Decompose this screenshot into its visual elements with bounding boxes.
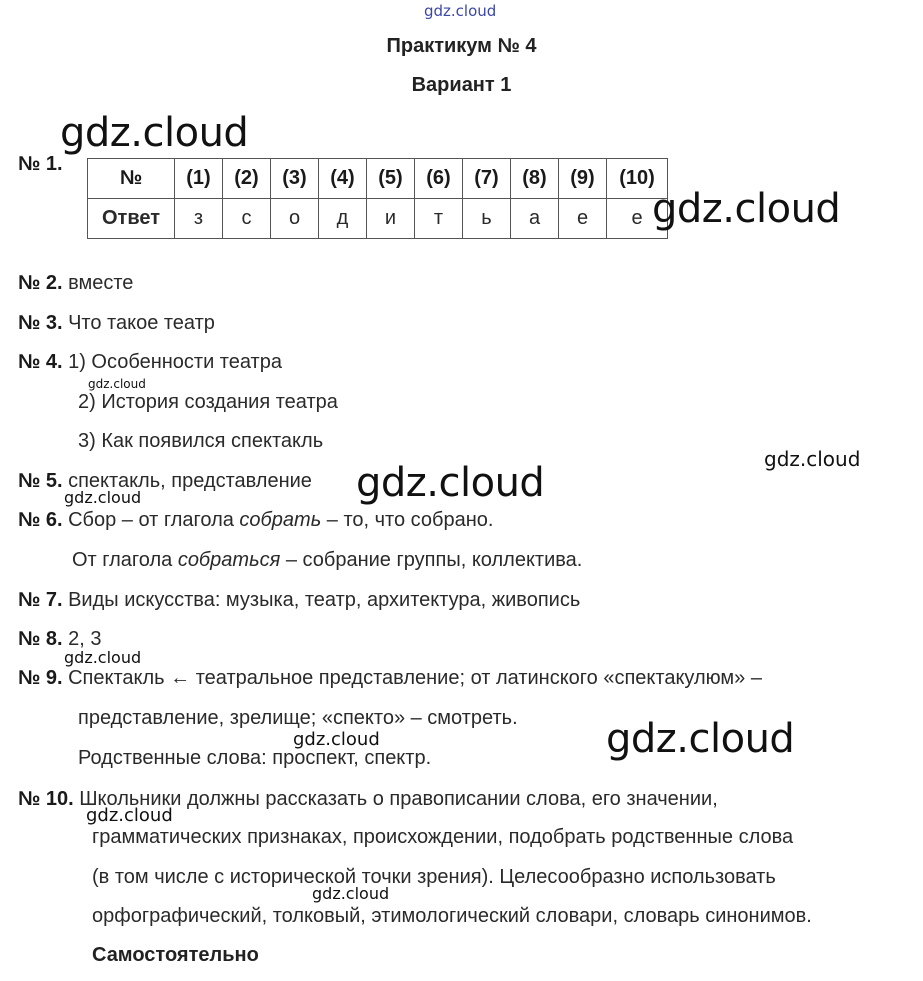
- task-3-label: № 3.: [18, 312, 63, 334]
- table-cell: с: [223, 199, 271, 239]
- table-cell: и: [367, 199, 415, 239]
- task-9-text: Родственные слова: проспект, спектр.: [78, 747, 432, 769]
- watermark-large: gdz.cloud: [60, 110, 249, 156]
- answer-table-header-row: [88, 159, 668, 199]
- task-10-text: грамматических признаках, происхождении, подобрать родственные слова: [92, 826, 794, 848]
- watermark-large: gdz.cloud: [606, 716, 795, 762]
- task-2-label: № 2.: [18, 272, 63, 294]
- task-6-line-2: [72, 549, 582, 572]
- task-7: [18, 589, 580, 612]
- task-4-item: 3) Как появился спектакль: [78, 430, 324, 452]
- table-cell: о: [271, 199, 319, 239]
- table-cell: (5): [367, 159, 415, 199]
- task-6-label: № 6.: [18, 509, 63, 531]
- task-4-item: 1) Особенности театра: [68, 351, 282, 373]
- table-cell: №: [88, 159, 175, 199]
- task-3: [18, 312, 215, 335]
- table-cell: Ответ: [88, 199, 175, 239]
- table-cell: (2): [223, 159, 271, 199]
- task-6-text: – собрание группы, коллектива.: [280, 549, 583, 571]
- answer-table-row: [88, 199, 668, 239]
- task-6: [18, 509, 493, 532]
- table-cell: (8): [511, 159, 559, 199]
- page-subtitle: Вариант 1: [411, 74, 512, 96]
- task-9-text: представление, зрелище; «спекто» – смотреть.: [78, 707, 518, 729]
- task-8-label: № 8.: [18, 628, 63, 650]
- task-10-text: Школьники должны рассказать о правописании слова, его значении,: [79, 788, 718, 810]
- table-cell: ь: [463, 199, 511, 239]
- task-6-verb: собраться: [177, 549, 281, 571]
- task-8-text: 2, 3: [68, 628, 102, 650]
- watermark-large: gdz.cloud: [356, 460, 545, 506]
- watermark-small: gdz.cloud: [64, 488, 142, 507]
- answer-table: [87, 158, 668, 239]
- task-5-text: спектакль, представление: [68, 470, 312, 492]
- table-cell: (1): [175, 159, 223, 199]
- watermark-small: gdz.cloud: [764, 447, 861, 471]
- task-10-text: орфографический, толковый, этимологический словари, словарь синонимов.: [92, 905, 812, 927]
- task-4: [18, 351, 282, 374]
- table-cell: т: [415, 199, 463, 239]
- table-cell: (10): [607, 159, 668, 199]
- table-cell: (3): [271, 159, 319, 199]
- watermark-small: gdz.cloud: [293, 729, 380, 750]
- task-10-final: Самостоятельно: [92, 944, 259, 966]
- watermark-small: gdz.cloud: [88, 377, 146, 391]
- watermark-small: gdz.cloud: [64, 648, 142, 667]
- table-cell: (7): [463, 159, 511, 199]
- task-6-verb: собрать: [239, 509, 322, 531]
- table-cell: е: [607, 199, 668, 239]
- watermark-small: gdz.cloud: [312, 884, 390, 903]
- task-1-label: № 1.: [18, 153, 63, 175]
- table-cell: (6): [415, 159, 463, 199]
- task-7-text: Виды искусства: музыка, театр, архитектура, живопись: [68, 589, 581, 611]
- task-9-text: Спектакль ← театральное представление; от латинского «спектакулюм» –: [68, 667, 762, 689]
- task-6-text: От глагола: [72, 549, 178, 571]
- table-cell: з: [175, 199, 223, 239]
- table-cell: е: [559, 199, 607, 239]
- task-4-item: 2) История создания театра: [78, 391, 338, 413]
- watermark-top: gdz.cloud: [424, 2, 497, 20]
- task-6-text: Сбор – от глагола: [68, 509, 240, 531]
- task-5-label: № 5.: [18, 470, 63, 492]
- task-9-label: № 9.: [18, 667, 63, 689]
- page-title: Практикум № 4: [386, 35, 537, 57]
- table-cell: а: [511, 199, 559, 239]
- watermark-large: gdz.cloud: [652, 186, 841, 232]
- task-2-text: вместе: [68, 272, 134, 294]
- task-10-text: (в том числе с исторической точки зрения). Целесообразно использовать: [92, 866, 776, 888]
- task-6-text: – то, что собрано.: [321, 509, 494, 531]
- task-4-label: № 4.: [18, 351, 63, 373]
- table-cell: (4): [319, 159, 367, 199]
- task-7-label: № 7.: [18, 589, 63, 611]
- task-3-text: Что такое театр: [68, 312, 215, 334]
- task-9: [18, 667, 762, 690]
- table-cell: д: [319, 199, 367, 239]
- table-cell: (9): [559, 159, 607, 199]
- task-5: [18, 470, 312, 493]
- task-2: [18, 272, 133, 295]
- watermark-small: gdz.cloud: [86, 805, 173, 826]
- task-10-label: № 10.: [18, 788, 74, 810]
